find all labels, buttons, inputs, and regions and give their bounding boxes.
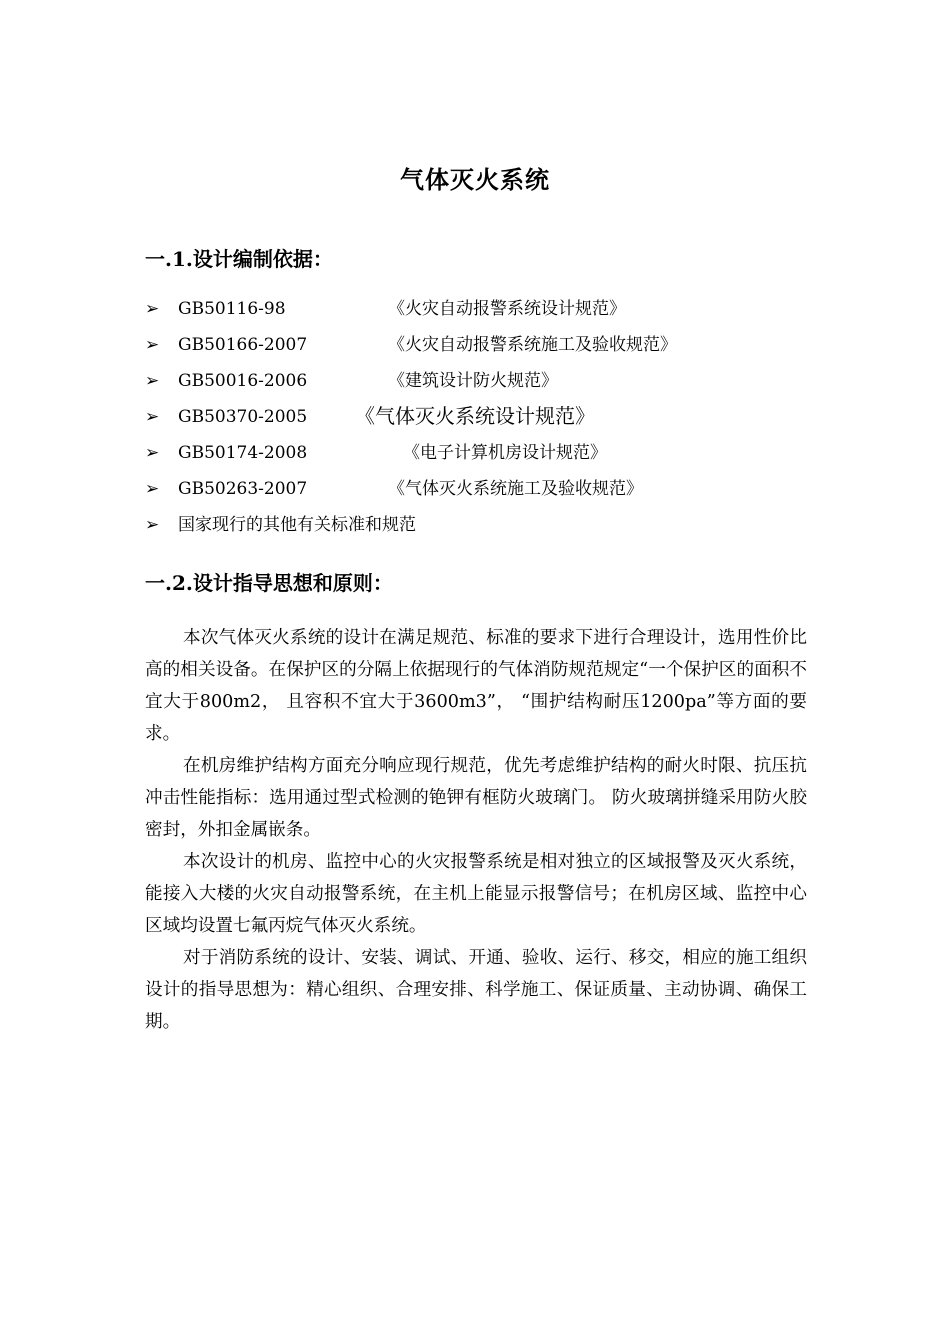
standard-name: 《电子计算机房设计规范》 [403,443,607,463]
standard-name: 《火灾自动报警系统施工及验收规范》 [388,335,677,355]
standard-code: GB50263-2007 [178,479,308,499]
document-title: 气体灭火系统 [400,165,550,194]
list-item [145,512,845,548]
section-heading-design-principles: 一.2.设计指导思想和原则： [145,571,393,595]
list-item [145,332,845,368]
standard-code: GB50166-2007 [178,335,308,355]
body-paragraph: 本次气体灭火系统的设计在满足规范、标准的要求下进行合理设计，选用性价比高的相关设备。在保护区的分隔上依据现行的气体消防规范规定“一个保护区的面积不宜大于800m2， 且容积不宜大于3600m3”， “围护结构耐压1200pa”等方面的要求。 [145,628,807,744]
arrow-bullet-icon: ➢ [145,371,160,391]
standards-list [145,296,845,548]
arrow-bullet-icon: ➢ [145,479,160,499]
standard-name: 《气体灭火系统设计规范》 [355,404,595,428]
standard-name: 《建筑设计防火规范》 [388,371,558,391]
standard-name: 《火灾自动报警系统设计规范》 [388,299,626,319]
standard-name: 《气体灭火系统施工及验收规范》 [388,479,643,499]
arrow-bullet-icon: ➢ [145,515,160,535]
arrow-bullet-icon: ➢ [145,335,160,355]
arrow-bullet-icon: ➢ [145,299,160,319]
section-heading-design-basis: 一.1.设计编制依据： [145,247,333,271]
body-paragraph: 在机房维护结构方面充分响应现行规范，优先考虑维护结构的耐火时限、抗压抗冲击性能指标：选用通过型式检测的铯钾有框防火玻璃门。 防火玻璃拼缝采用防火胶密封，外扣金属嵌条。 [145,756,807,840]
standard-code: GB50174-2008 [178,443,308,463]
list-item [145,476,845,512]
standard-code: GB50370-2005 [178,407,308,427]
principles-body [145,622,807,1038]
standard-code: GB50016-2006 [178,371,308,391]
list-item [145,404,845,440]
arrow-bullet-icon: ➢ [145,443,160,463]
list-item [145,368,845,404]
body-paragraph: 对于消防系统的设计、安装、调试、开通、验收、运行、移交，相应的施工组织设计的指导思想为：精心组织、合理安排、科学施工、保证质量、主动协调、确保工期。 [145,948,807,1032]
arrow-bullet-icon: ➢ [145,407,160,427]
body-paragraph: 本次设计的机房、监控中心的火灾报警系统是相对独立的区域报警及灭火系统，能接入大楼的火灾自动报警系统，在主机上能显示报警信号；在机房区域、监控中心区域均设置七氟丙烷气体灭火系统。 [145,852,807,936]
standard-code: GB50116-98 [178,299,286,319]
other-standards-text: 国家现行的其他有关标准和规范 [178,515,416,535]
list-item [145,440,845,476]
list-item [145,296,845,332]
